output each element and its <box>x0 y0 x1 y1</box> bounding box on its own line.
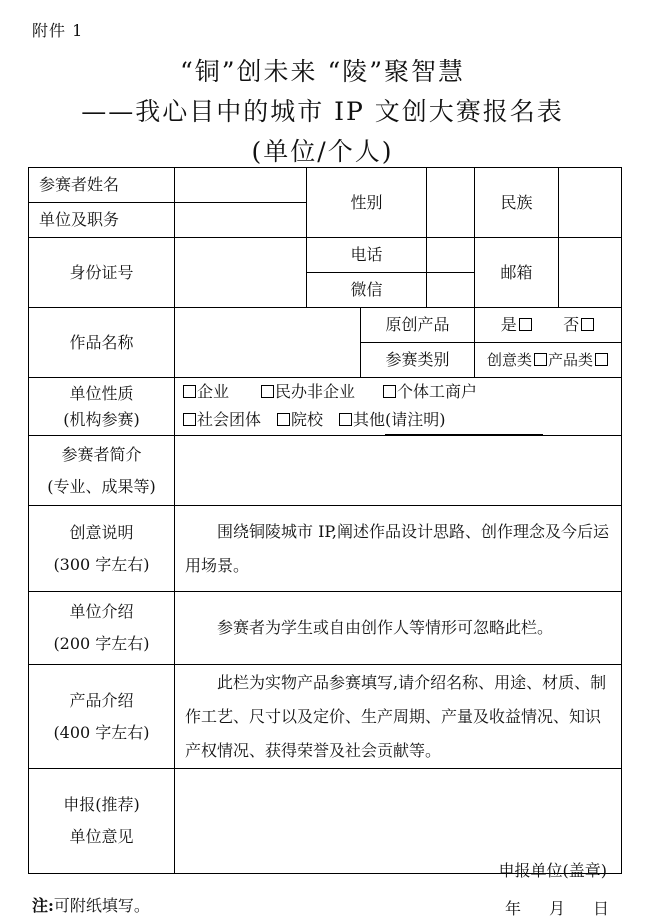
creative-desc-label: 创意说明 (300 字左右) <box>29 506 175 592</box>
checkbox[interactable] <box>383 385 396 398</box>
gender-label: 性别 <box>307 168 427 238</box>
other-specify-line[interactable]: (请注明) <box>385 406 543 435</box>
ethnicity-field[interactable] <box>559 168 622 238</box>
work-name-field[interactable] <box>175 308 361 378</box>
creative-checkbox[interactable] <box>534 353 547 366</box>
checkbox[interactable] <box>183 385 196 398</box>
unit-position-field[interactable] <box>175 203 307 238</box>
original-product-options <box>475 308 622 343</box>
opinion-label: 申报(推荐) 单位意见 <box>29 769 175 874</box>
checkbox[interactable] <box>183 413 196 426</box>
wechat-label: 微信 <box>307 273 427 308</box>
gender-field[interactable] <box>427 168 475 238</box>
category-product-option[interactable]: 产品类 <box>548 351 609 369</box>
original-no-option[interactable]: 否 <box>563 315 595 334</box>
unit-intro-field[interactable]: 参赛者为学生或自由创作人等情形可忽略此栏。 <box>175 592 622 665</box>
title-line-2: ——我心目中的城市 IP 文创大赛报名表 <box>81 97 564 126</box>
participant-name-label: 参赛者姓名 <box>29 168 175 203</box>
product-checkbox[interactable] <box>595 353 608 366</box>
category-label: 参赛类别 <box>361 343 475 378</box>
checkbox[interactable] <box>277 413 290 426</box>
id-number-label: 身份证号 <box>29 238 175 308</box>
participant-name-field[interactable] <box>175 168 307 203</box>
category-creative-option[interactable]: 创意类 <box>487 351 548 369</box>
category-options <box>475 343 622 378</box>
nature-other[interactable]: 其他(请注明) <box>337 406 543 435</box>
profile-label: 参赛者简介 (专业、成果等) <box>29 436 175 506</box>
id-number-field[interactable] <box>175 238 307 308</box>
stamp-label: 申报单位(盖章) <box>498 861 607 880</box>
title-line-1: “铜”创未来 “陵”聚智慧 <box>179 57 466 86</box>
unit-nature-options <box>175 378 622 436</box>
opinion-field[interactable] <box>175 769 622 918</box>
nature-school[interactable]: 院校 <box>275 406 323 434</box>
nature-social-group[interactable]: 社会团体 <box>181 406 261 434</box>
original-product-label: 原创产品 <box>361 308 475 343</box>
nature-private-non-enterprise[interactable]: 民办非企业 <box>259 378 355 406</box>
nature-enterprise[interactable]: 企业 <box>181 378 229 406</box>
profile-field[interactable] <box>175 436 622 506</box>
wechat-field[interactable] <box>427 273 475 308</box>
yes-checkbox[interactable] <box>519 318 532 331</box>
footnote: 注:可附纸填写。 <box>32 896 150 915</box>
attachment-label: 附件 1 <box>32 21 84 40</box>
product-intro-field[interactable]: 此栏为实物产品参赛填写,请介绍名称、用途、材质、制作工艺、尺寸以及定价、生产周期、产量及收益情况、知识产权情况、获得荣誉及社会贡献等。 <box>175 665 622 769</box>
phone-field[interactable] <box>427 238 475 273</box>
checkbox[interactable] <box>261 385 274 398</box>
product-intro-label: 产品介绍 (400 字左右) <box>29 665 175 769</box>
title-line-3: (单位/个人) <box>251 137 394 166</box>
unit-nature-label: 单位性质 (机构参赛) <box>29 378 175 436</box>
original-yes-option[interactable]: 是 <box>501 315 533 334</box>
checkbox[interactable] <box>339 413 352 426</box>
creative-desc-field[interactable]: 围绕铜陵城市 IP,阐述作品设计思路、创作理念及今后运用场景。 <box>175 506 622 592</box>
no-checkbox[interactable] <box>581 318 594 331</box>
email-field[interactable] <box>559 238 622 308</box>
date-line: 年 月 日 <box>504 899 609 918</box>
phone-label: 电话 <box>307 238 427 273</box>
unit-position-label: 单位及职务 <box>29 203 175 238</box>
nature-individual-business[interactable]: 个体工商户 <box>381 378 477 406</box>
unit-intro-label: 单位介绍 (200 字左右) <box>29 592 175 665</box>
work-name-label: 作品名称 <box>29 308 175 378</box>
ethnicity-label: 民族 <box>475 168 559 238</box>
email-label: 邮箱 <box>475 238 559 308</box>
